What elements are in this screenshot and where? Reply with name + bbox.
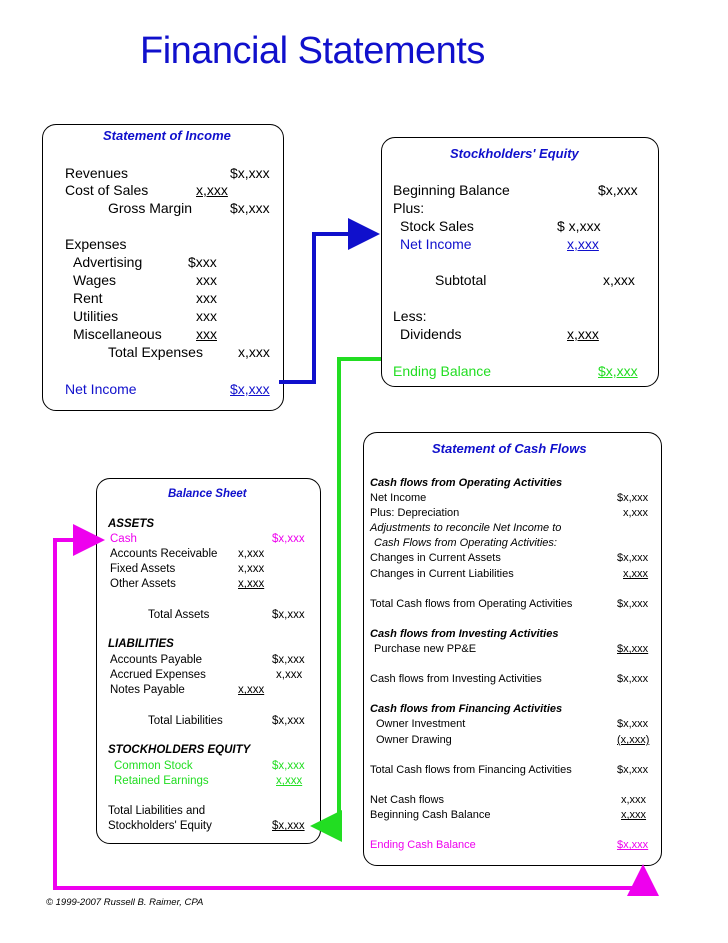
cashflow-purchase-ppe: Purchase new PP&E bbox=[374, 643, 477, 655]
income-expenses: Expenses bbox=[65, 236, 127, 252]
equity-dividends: Dividends bbox=[400, 326, 462, 342]
balance-title: Balance Sheet bbox=[168, 488, 247, 500]
balance-accrued-value: x,xxx bbox=[276, 669, 303, 681]
equity-stock-sales-value: $ x,xxx bbox=[557, 218, 601, 234]
cashflow-investing-header: Cash flows from Investing Activities bbox=[370, 628, 559, 640]
balance-other: Other Assets bbox=[110, 578, 176, 590]
cashflow-owner-investment-value: $x,xxx bbox=[617, 718, 649, 730]
balance-total-le-line1: Total Liabilities and bbox=[108, 805, 206, 817]
cashflow-adjustments-line2: Cash Flows from Operating Activities: bbox=[374, 537, 557, 549]
income-revenues-value: $x,xxx bbox=[230, 165, 270, 181]
cashflow-total-financing-value: $x,xxx bbox=[617, 764, 649, 776]
cashflow-depreciation: Plus: Depreciation bbox=[370, 507, 460, 519]
equity-ending: Ending Balance bbox=[393, 363, 492, 379]
equity-stock-sales: Stock Sales bbox=[400, 218, 474, 234]
cashflow-owner-drawing: Owner Drawing bbox=[376, 734, 452, 746]
balance-total-assets: Total Assets bbox=[148, 609, 210, 621]
balance-total-le-value: $x,xxx bbox=[272, 820, 305, 832]
balance-ap: Accounts Payable bbox=[110, 654, 203, 666]
cashflow-total-operating-value: $x,xxx bbox=[617, 598, 649, 610]
balance-common-stock-value: $x,xxx bbox=[272, 760, 305, 772]
income-rent: Rent bbox=[73, 290, 103, 306]
balance-common-stock: Common Stock bbox=[114, 760, 193, 772]
cashflow-owner-drawing-value: (x,xxx) bbox=[617, 734, 650, 746]
balance-cash: Cash bbox=[110, 533, 137, 545]
equity-beginning: Beginning Balance bbox=[393, 182, 510, 198]
income-net-income: Net Income bbox=[65, 381, 137, 397]
cashflow-depreciation-value: x,xxx bbox=[623, 507, 649, 519]
balance-equity-header: STOCKHOLDERS EQUITY bbox=[108, 744, 251, 756]
balance-ar-value: x,xxx bbox=[238, 548, 265, 560]
balance-accrued: Accrued Expenses bbox=[110, 669, 206, 681]
cashflow-changes-current-liabilities: Changes in Current Liabilities bbox=[370, 568, 514, 580]
balance-total-liabilities: Total Liabilities bbox=[148, 715, 223, 727]
income-misc: Miscellaneous bbox=[73, 326, 162, 342]
income-cost-of-sales-value: x,xxx bbox=[196, 182, 228, 198]
cashflow-beginning-cash-value: x,xxx bbox=[621, 809, 647, 821]
equity-dividends-value: x,xxx bbox=[567, 326, 599, 342]
cashflow-ending-cash-value: $x,xxx bbox=[617, 839, 649, 851]
cashflow-total-operating: Total Cash flows from Operating Activities bbox=[370, 598, 573, 610]
income-utilities-value: xxx bbox=[196, 308, 217, 324]
income-misc-value: xxx bbox=[196, 326, 217, 342]
income-cost-of-sales: Cost of Sales bbox=[65, 182, 149, 198]
balance-total-liabilities-value: $x,xxx bbox=[272, 715, 305, 727]
equity-less: Less: bbox=[393, 308, 427, 324]
cashflow-changes-current-assets: Changes in Current Assets bbox=[370, 552, 501, 564]
cashflow-beginning-cash: Beginning Cash Balance bbox=[370, 809, 491, 821]
equity-plus: Plus: bbox=[393, 200, 425, 216]
copyright-footer: © 1999-2007 Russell B. Raimer, CPA bbox=[46, 897, 204, 908]
equity-net-income-value: x,xxx bbox=[567, 236, 599, 252]
balance-liabilities-header: LIABILITIES bbox=[108, 638, 174, 650]
income-total-expenses: Total Expenses bbox=[108, 344, 203, 360]
equity-beginning-value: $x,xxx bbox=[598, 182, 638, 198]
balance-notes-value: x,xxx bbox=[238, 684, 265, 696]
balance-retained-earnings-value: x,xxx bbox=[276, 775, 303, 787]
balance-total-le-line2: Stockholders' Equity bbox=[108, 820, 212, 832]
income-net-income-value: $x,xxx bbox=[230, 381, 270, 397]
cashflow-operating-header: Cash flows from Operating Activities bbox=[370, 477, 563, 489]
cashflow-net-income-value: $x,xxx bbox=[617, 492, 649, 504]
cashflow-net-cash-flows: Net Cash flows bbox=[370, 794, 444, 806]
income-revenues: Revenues bbox=[65, 165, 129, 181]
income-advertising-value: $xxx bbox=[188, 254, 217, 270]
cashflow-investing-total: Cash flows from Investing Activities bbox=[370, 673, 542, 685]
cashflow-changes-current-assets-value: $x,xxx bbox=[617, 552, 649, 564]
balance-fixed-value: x,xxx bbox=[238, 563, 265, 575]
equity-subtotal-value: x,xxx bbox=[603, 272, 635, 288]
income-title: Statement of Income bbox=[103, 128, 231, 143]
balance-ar: Accounts Receivable bbox=[110, 548, 218, 560]
balance-ap-value: $x,xxx bbox=[272, 654, 305, 666]
cashflow-purchase-ppe-value: $x,xxx bbox=[617, 643, 649, 655]
balance-fixed: Fixed Assets bbox=[110, 563, 176, 575]
equity-ending-value: $x,xxx bbox=[598, 363, 638, 379]
cashflow-net-income: Net Income bbox=[370, 492, 427, 504]
balance-notes: Notes Payable bbox=[110, 684, 185, 696]
income-gross-margin: Gross Margin bbox=[108, 200, 193, 216]
cashflow-owner-investment: Owner Investment bbox=[376, 718, 466, 730]
equity-net-income: Net Income bbox=[400, 236, 472, 252]
equity-title: Stockholders' Equity bbox=[450, 146, 579, 161]
income-rent-value: xxx bbox=[196, 290, 217, 306]
income-advertising: Advertising bbox=[73, 254, 143, 270]
income-wages-value: xxx bbox=[196, 272, 217, 288]
cashflow-total-financing: Total Cash flows from Financing Activities bbox=[370, 764, 572, 776]
cashflow-title: Statement of Cash Flows bbox=[432, 441, 587, 456]
cashflow-changes-current-liabilities-value: x,xxx bbox=[623, 568, 649, 580]
cashflow-net-cash-flows-value: x,xxx bbox=[621, 794, 647, 806]
balance-cash-value: $x,xxx bbox=[272, 533, 305, 545]
balance-assets-header: ASSETS bbox=[108, 518, 155, 530]
balance-total-assets-value: $x,xxx bbox=[272, 609, 305, 621]
income-gross-margin-value: $x,xxx bbox=[230, 200, 270, 216]
cashflow-adjustments-line1: Adjustments to reconcile Net Income to bbox=[370, 522, 562, 534]
page-title: Financial Statements bbox=[140, 30, 485, 72]
ending-balance-arrow bbox=[318, 359, 381, 826]
cashflow-investing-total-value: $x,xxx bbox=[617, 673, 649, 685]
cashflow-financing-header: Cash flows from Financing Activities bbox=[370, 703, 563, 715]
income-total-expenses-value: x,xxx bbox=[238, 344, 270, 360]
cashflow-ending-cash: Ending Cash Balance bbox=[370, 839, 476, 851]
balance-retained-earnings: Retained Earnings bbox=[114, 775, 209, 787]
equity-subtotal: Subtotal bbox=[435, 272, 487, 288]
income-utilities: Utilities bbox=[73, 308, 119, 324]
income-wages: Wages bbox=[73, 272, 117, 288]
balance-other-value: x,xxx bbox=[238, 578, 265, 590]
